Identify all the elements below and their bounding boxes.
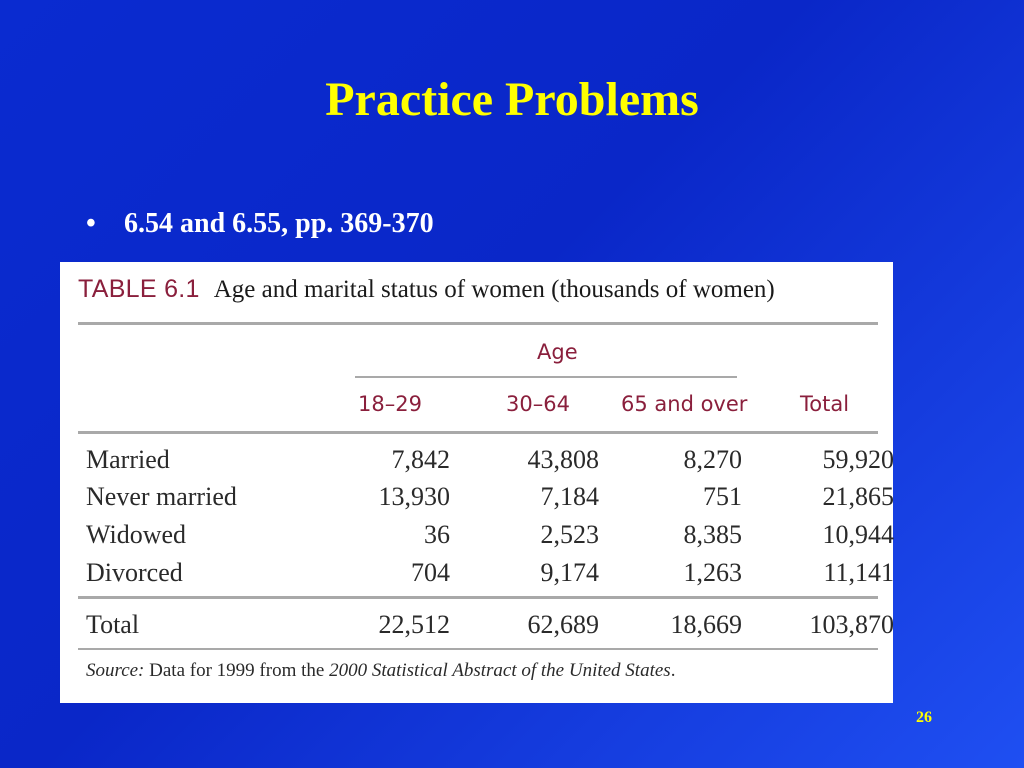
table-cell: 1,263 (683, 558, 742, 587)
table-caption: Age and marital status of women (thousands of women) (213, 276, 775, 303)
bullet-item (86, 206, 434, 242)
table-cell: 21,865 (822, 482, 894, 511)
table-cell: 10,944 (822, 520, 894, 549)
table-source (86, 660, 675, 682)
table-cell: 9,174 (540, 558, 599, 587)
table-cell: 18,669 (670, 610, 742, 639)
column-header-65-over: 65 and over (621, 392, 748, 416)
table-cell: 8,270 (683, 445, 742, 474)
slide-title: Practice Problems (325, 73, 699, 126)
table-row (86, 478, 894, 516)
table-cell: 751 (703, 482, 742, 511)
table-row (86, 441, 894, 479)
table-total-rule (78, 596, 878, 599)
page-number: 26 (916, 709, 932, 726)
source-title: 2000 Statistical Abstract of the United States (329, 660, 671, 681)
table-cell: 22,512 (378, 610, 450, 639)
column-header-18-29: 18–29 (358, 392, 422, 416)
source-text: Data for 1999 from the (149, 660, 325, 681)
table-cell: 704 (411, 558, 450, 587)
row-label: Never married (86, 482, 237, 511)
table-cell: 7,842 (391, 445, 450, 474)
table-cell: 59,920 (822, 445, 894, 474)
column-header-30-64: 30–64 (506, 392, 570, 416)
table-cell: 2,523 (540, 520, 599, 549)
row-label: Married (86, 445, 170, 474)
source-label: Source: (86, 660, 145, 681)
table-cell: 103,870 (809, 610, 894, 639)
table-top-rule (78, 322, 878, 325)
row-label: Total (86, 610, 140, 639)
age-group-rule (355, 376, 737, 378)
table-bottom-rule (78, 648, 878, 650)
table-row (86, 554, 894, 592)
bullet-dot: • (86, 208, 96, 239)
table-cell: 11,141 (823, 558, 894, 587)
bullet-text: 6.54 and 6.55, pp. 369-370 (124, 208, 434, 239)
table-cell: 36 (424, 520, 450, 549)
table-cell: 62,689 (527, 610, 599, 639)
column-header-total: Total (800, 392, 850, 416)
table-header-rule (78, 431, 878, 434)
table-total-row (86, 606, 894, 644)
table-row (86, 516, 894, 554)
source-end: . (670, 660, 676, 681)
table-heading (78, 275, 775, 304)
table-cell: 43,808 (527, 445, 599, 474)
table-cell: 13,930 (378, 482, 450, 511)
row-label: Widowed (86, 520, 187, 549)
age-group-header: Age (537, 340, 578, 364)
table-label: TABLE 6.1 (78, 275, 200, 303)
table-cell: 8,385 (683, 520, 742, 549)
table-image (60, 262, 893, 703)
table-cell: 7,184 (540, 482, 599, 511)
row-label: Divorced (86, 558, 183, 587)
